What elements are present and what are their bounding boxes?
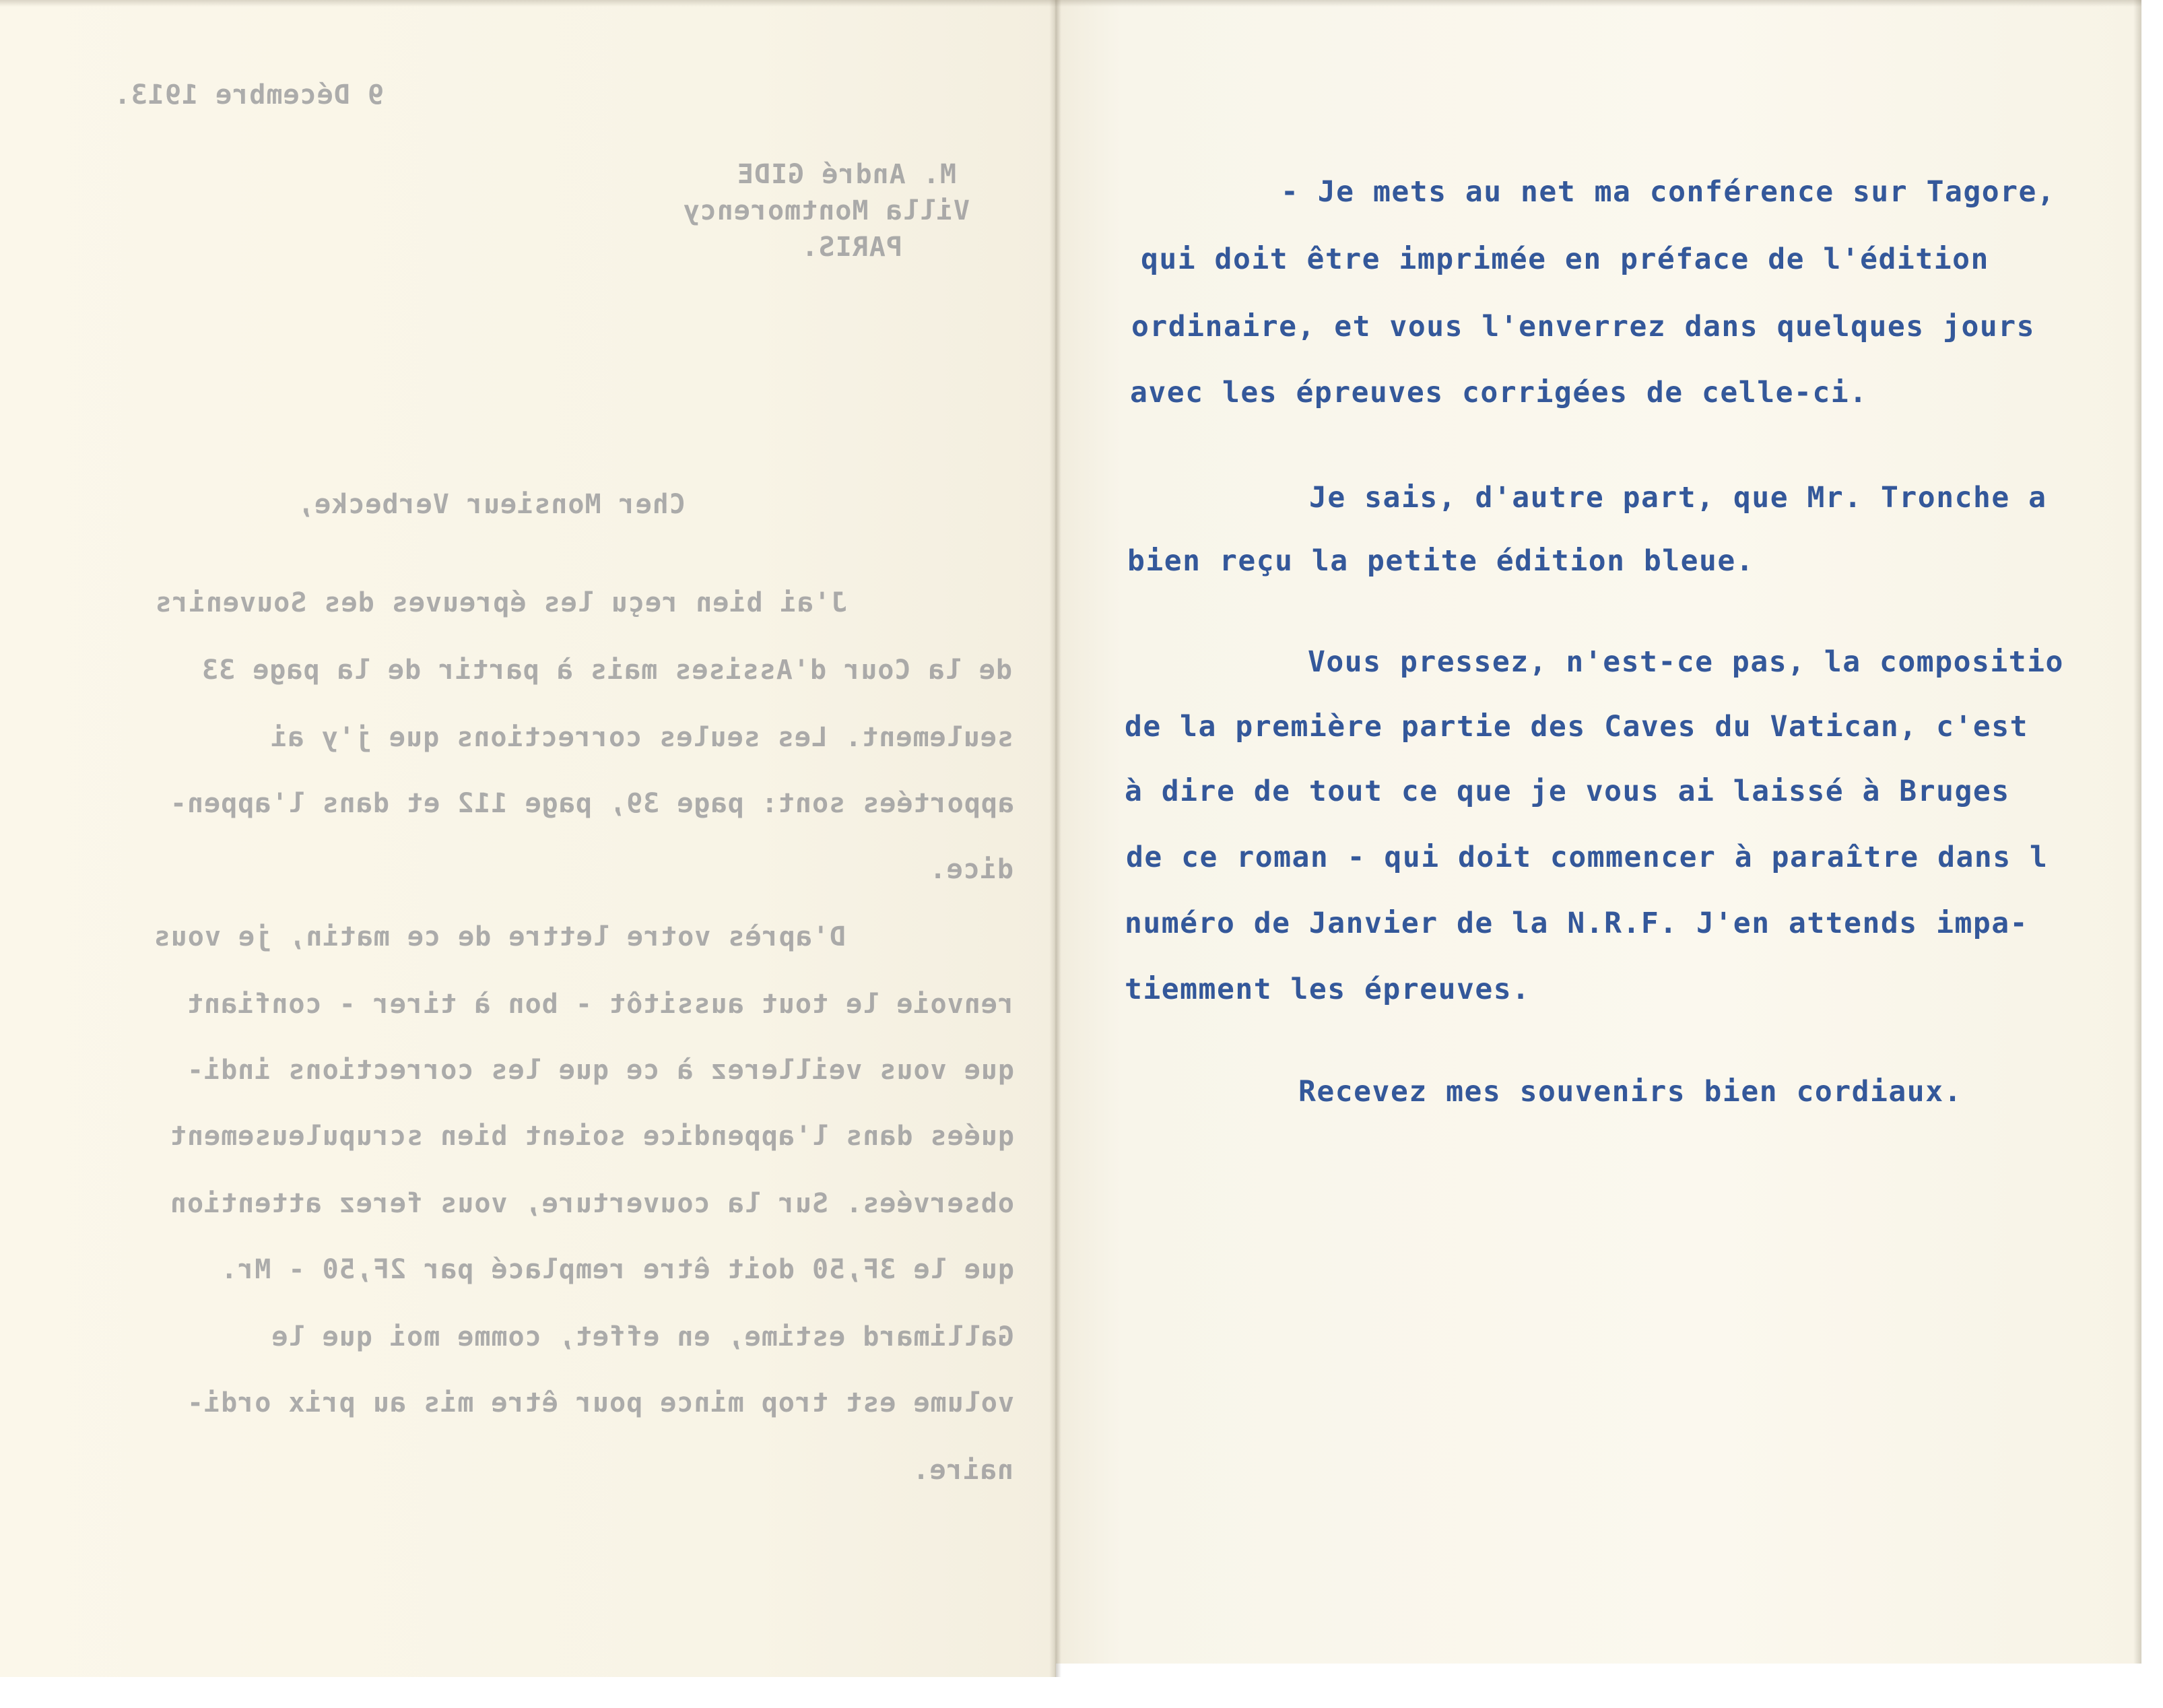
reverse-line-13: volume est trop mince pour être mis au prix ordi- <box>186 1387 1014 1418</box>
reverse-line-7: renvoie le tout aussitôt - bon à tirer - confiant <box>186 989 1014 1020</box>
reverse-line-6: D'après votre lettre de ce matin, je vous <box>153 921 846 952</box>
reverse-line-1: J'ai bien reçu les épreuves des Souvenirs <box>154 587 847 618</box>
letter-line-6: bien reçu la petite édition bleue. <box>1127 544 1755 578</box>
letter-line-5: Je sais, d'autre part, que Mr. Tronche a <box>1309 481 2047 515</box>
reverse-recipient-city: PARIS. <box>801 232 902 263</box>
letter-line-2: qui doit être imprimée en préface de l'édition <box>1141 242 1989 276</box>
reverse-line-4: apportées sont: page 39, page 112 et dans l'appen- <box>169 788 1014 819</box>
reverse-line-3: seulement. Les seules corrections que j'y ai <box>270 722 1013 753</box>
letter-line-3: ordinaire, et vous l'enverrez dans quelques jours <box>1131 310 2036 343</box>
reverse-line-9: quées dans l'appendice soient bien scrupuleusement <box>169 1121 1014 1152</box>
letter-line-1: - Je mets au net ma conférence sur Tagore, <box>1281 175 2056 209</box>
reverse-line-2: de la Cour d'Assises mais à partir de la page 33 <box>201 655 1012 686</box>
reverse-line-8: que vous veillerez à ce que les corrections indi- <box>186 1055 1014 1086</box>
letter-line-7: Vous pressez, n'est-ce pas, la compositio <box>1308 645 2064 679</box>
reverse-line-12: Gallimard estime, en effet, comme moi que le <box>271 1321 1014 1352</box>
paper-right-edge <box>2133 0 2141 1664</box>
letter-line-9: à dire de tout ce que je vous ai laissé à Bruges <box>1125 775 2010 808</box>
reverse-recipient-address: Villa Montmorency <box>682 195 970 226</box>
reverse-recipient-name: M. André GIDE <box>736 159 956 190</box>
letter-line-11: numéro de Janvier de la N.R.F. J'en attends impa- <box>1125 907 2029 940</box>
letter-line-4: avec les épreuves corrigées de celle-ci. <box>1130 376 1868 409</box>
letter-line-8: de la première partie des Caves du Vatican, c'est <box>1125 710 2029 744</box>
reverse-date: 9 Décembre 1913. <box>113 79 384 110</box>
reverse-salutation: Cher Monsieur Verbecke, <box>297 489 686 520</box>
letter-line-12: tiemment les épreuves. <box>1125 973 1531 1006</box>
reverse-line-14: naire. <box>912 1455 1013 1486</box>
letter-line-10: de ce roman - qui doit commencer à paraître dans l <box>1126 841 2049 874</box>
letter-closing: Recevez mes souvenirs bien cordiaux. <box>1298 1075 1962 1109</box>
reverse-line-10: observées. Sur la couverture, vous ferez attention <box>169 1188 1014 1219</box>
paper-top-edge <box>0 0 2141 7</box>
reverse-line-5: dice. <box>929 854 1013 885</box>
reverse-line-11: que le 3F,50 doit être remplacé par 2F,50 - Mr. <box>220 1254 1014 1285</box>
page-fold <box>1049 0 1061 1677</box>
